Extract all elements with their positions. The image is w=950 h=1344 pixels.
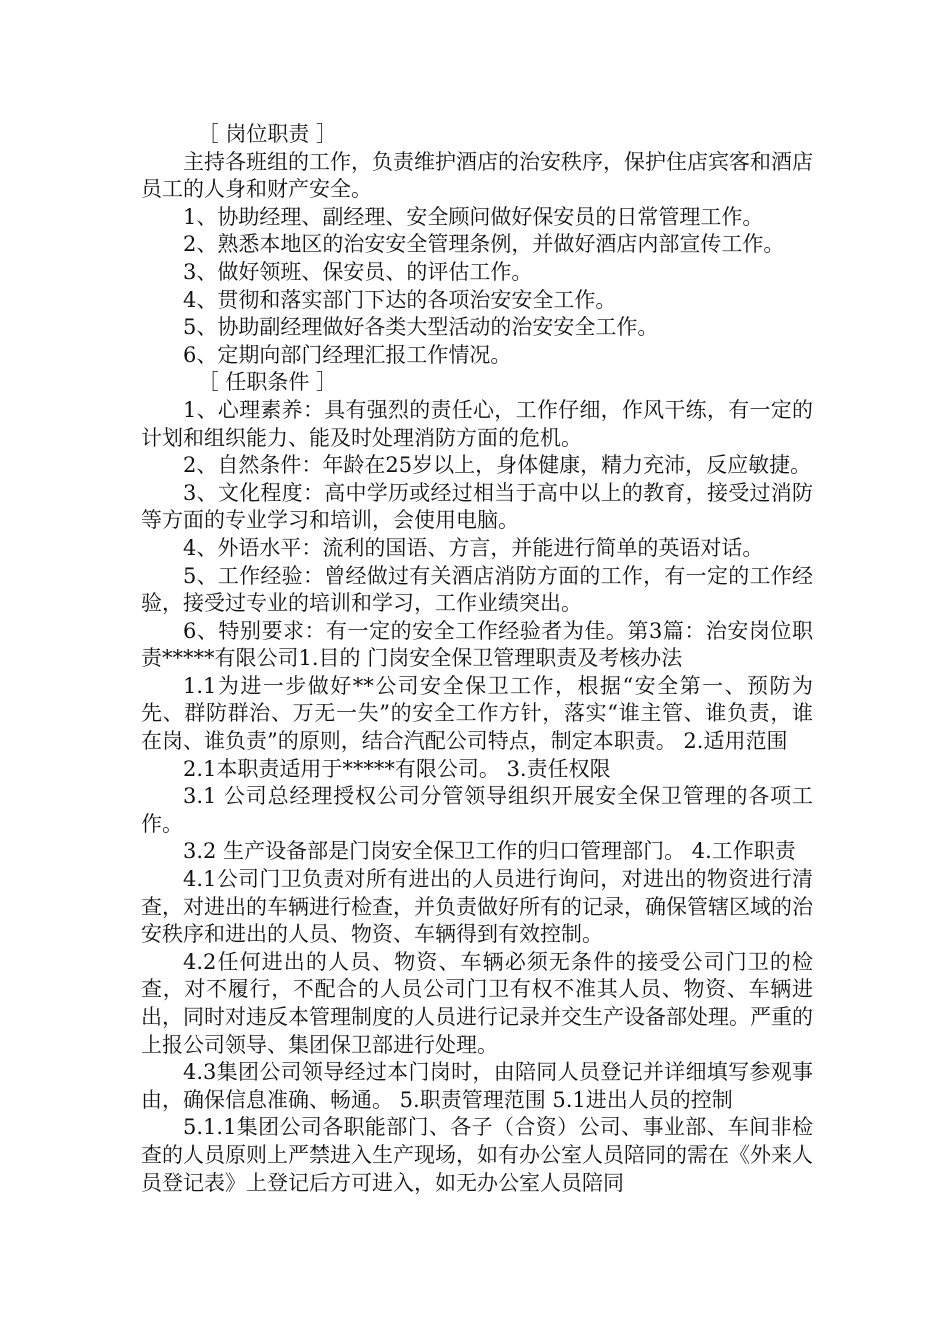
paragraph: 4、外语水平：流利的国语、方言，并能进行简单的英语对话。 xyxy=(183,535,764,560)
paragraph: 5、协助副经理做好各类大型活动的治安安全工作。 xyxy=(183,315,659,340)
paragraph: 6、特别要求：有一定的安全工作经验者为佳。第3篇：治安岗位职责*****有限公司1.目的 门岗安全保卫管理职责及考核办法 xyxy=(141,618,813,671)
paragraph: 3、文化程度：高中学历或经过相当于高中以上的教育，接受过消防等方面的专业学习和培训，会使用电脑。 xyxy=(141,480,813,533)
paragraph: 5、工作经验：曾经做过有关酒店消防方面的工作，有一定的工作经验，接受过专业的培训和学习，工作业绩突出。 xyxy=(141,563,813,616)
paragraph: 3.1 公司总经理授权公司分管领导组织开展安全保卫管理的各项工作。 xyxy=(141,784,813,836)
paragraph: 1、心理素养：具有强烈的责任心，工作仔细，作风干练，有一定的计划和组织能力、能及时处理消防方面的危机。 xyxy=(141,397,813,450)
paragraph: 3、做好领班、保安员、的评估工作。 xyxy=(183,259,533,284)
paragraph: 3.2 生产设备部是门岗安全保卫工作的归口管理部门。 4.工作职责 xyxy=(183,839,796,864)
paragraph: 4.2任何进出的人员、物资、车辆必须无条件的接受公司门卫的检查，对不履行，不配合的人员公司门卫有权不准其人员、物资、车辆进出，同时对违反本管理制度的人员进行记录并交生产设备部处理。严重的上报公司领导、集团保卫部进行处理。 xyxy=(141,949,813,1057)
paragraph: 5.1.1集团公司各职能部门、各子（合资）公司、事业部、车间非检查的人员原则上严禁进入生产现场，如有办公室人员陪同的需在《外来人员登记表》上登记后方可进入，如无办公室人员陪同 xyxy=(141,1115,813,1195)
paragraph: 4.3集团公司领导经过本门岗时，由陪同人员登记并详细填写参观事由，确保信息准确、畅通。 5.职责管理范围 5.1进出人员的控制 xyxy=(141,1060,813,1112)
paragraph: 6、定期向部门经理汇报工作情况。 xyxy=(183,342,512,367)
document-page xyxy=(141,121,813,1197)
paragraph: 2.1本职责适用于*****有限公司。 3.责任权限 xyxy=(183,756,611,781)
paragraph: 1.1为进一步做好**公司安全保卫工作，根据“安全第一、预防为先、群防群治、万无一失”的安全工作方针，落实“谁主管、谁负责，谁在岗、谁负责”的原则，结合汽配公司特点，制定本职责。 2.适用范围 xyxy=(141,673,813,754)
paragraph: 1、协助经理、副经理、安全顾问做好保安员的日常管理工作。 xyxy=(183,204,764,229)
paragraph: 4.1公司门卫负责对所有进出的人员进行询问，对进出的物资进行清查，对进出的车辆进行检查，并负责做好所有的记录，确保管辖区域的治安秩序和进出的人员、物资、车辆得到有效控制。 xyxy=(141,867,813,947)
paragraph: 2、熟悉本地区的治安安全管理条例，并做好酒店内部宣传工作。 xyxy=(183,232,785,257)
paragraph: 4、贯彻和落实部门下达的各项治安安全工作。 xyxy=(183,287,617,312)
section-heading-requirements: ［ 任职条件 ］ xyxy=(197,370,338,395)
paragraph: 主持各班组的工作，负责维护酒店的治安秩序，保护住店宾客和酒店员工的人身和财产安全。 xyxy=(141,149,813,202)
section-heading-duties: ［ 岗位职责 ］ xyxy=(197,122,338,146)
paragraph: 2、自然条件：年龄在25岁以上，身体健康，精力充沛，反应敏捷。 xyxy=(183,453,812,478)
